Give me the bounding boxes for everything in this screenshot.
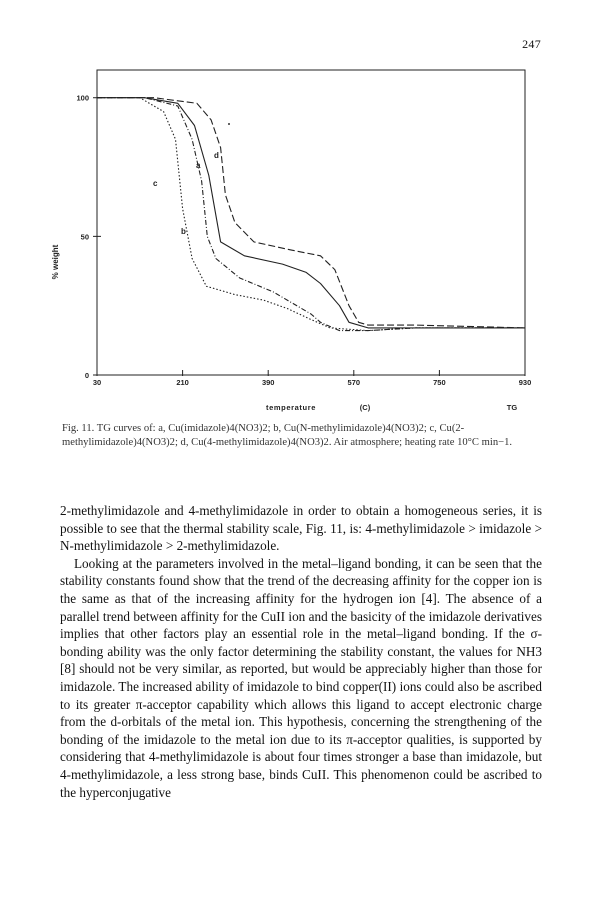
x-axis-label: temperature	[266, 403, 316, 412]
x-tick-label: 570	[347, 378, 361, 387]
body-text	[60, 502, 542, 801]
figure-caption	[62, 422, 538, 450]
paragraph-2: Looking at the parameters involved in the metal–ligand bonding, it can be seen that the stability constants found show that the trend of the decreasing affinity for the copper ion is the same as that of the increasing affinity for the hydrogen ion [4]. The absence of a parallel trend between affinity for the CuII ion and the basicity of the imidazole derivatives implies that other factors play an essential role in the metal–ligand bonding. If the σ-bonding ability was the only factor determining the stability constant, the values for NH3 [8] should not be very similar, as reported, but would be appreciably higher than those for imidazole. The increased ability of imidazole to bind copper(II) ions could also be ascribed to its greater π-acceptor capability which allows this ligand to accept electronic charge from the d-orbitals of the metal ion. This hypothesis, concerning the strengthening of the bonding of the imidazole to the metal ion due to its π-acceptor qualities, is supported by considering that 4-methylimidazole is about four times stronger a base than imidazole, but 4-methylimidazole, a less strong base, binds CuII. This phenomenon could be ascribed to the hyperconjugative	[60, 555, 542, 800]
method-label: TG	[506, 403, 518, 412]
caption-text: TG curves of: a, Cu(imidazole)4(NO3)2; b, Cu(N-methylimidazole)4(NO3)2; c, Cu(2-methylimidazole)4(NO3)2; d, Cu(4-methylimidazole)4(NO3)2. Air atmosphere; heating rate 10°C min−1.	[62, 423, 513, 448]
series-line-a	[97, 98, 525, 328]
x-tick-label: 390	[261, 378, 275, 387]
series-line-b	[97, 98, 525, 331]
curve-label-d: d	[214, 151, 219, 160]
x-tick-label: 750	[433, 378, 446, 387]
paragraph-1: 2-methylimidazole and 4-methylimidazole in order to obtain a homogeneous series, it is possible to see that the thermal stability scale, Fig. 11, is: 4-methylimidazole > imidazole > N-methylimidazole > 2-methylimidazole.	[60, 503, 542, 554]
y-tick-label: 100	[76, 93, 89, 103]
curve-label-b: b	[181, 227, 186, 236]
plot-frame	[97, 70, 525, 375]
tg-chart	[0, 0, 595, 420]
x-tick-label: 930	[518, 378, 532, 387]
series-line-c	[97, 98, 525, 331]
curve-label-a: a	[196, 161, 201, 170]
curve-label-c: c	[153, 179, 158, 188]
page-number: 247	[522, 37, 541, 51]
x-axis-unit: (C)	[359, 403, 371, 412]
caption-fig-label: Fig. 11.	[62, 423, 95, 434]
y-tick-label: 0	[84, 371, 89, 380]
stray-dot	[228, 123, 230, 125]
x-tick-label: 30	[92, 378, 102, 387]
tg-figure	[0, 0, 595, 420]
series-line-d	[97, 98, 525, 328]
x-tick-label: 210	[176, 378, 189, 387]
y-axis-label: % weight	[51, 244, 60, 280]
y-tick-label: 50	[80, 232, 89, 242]
